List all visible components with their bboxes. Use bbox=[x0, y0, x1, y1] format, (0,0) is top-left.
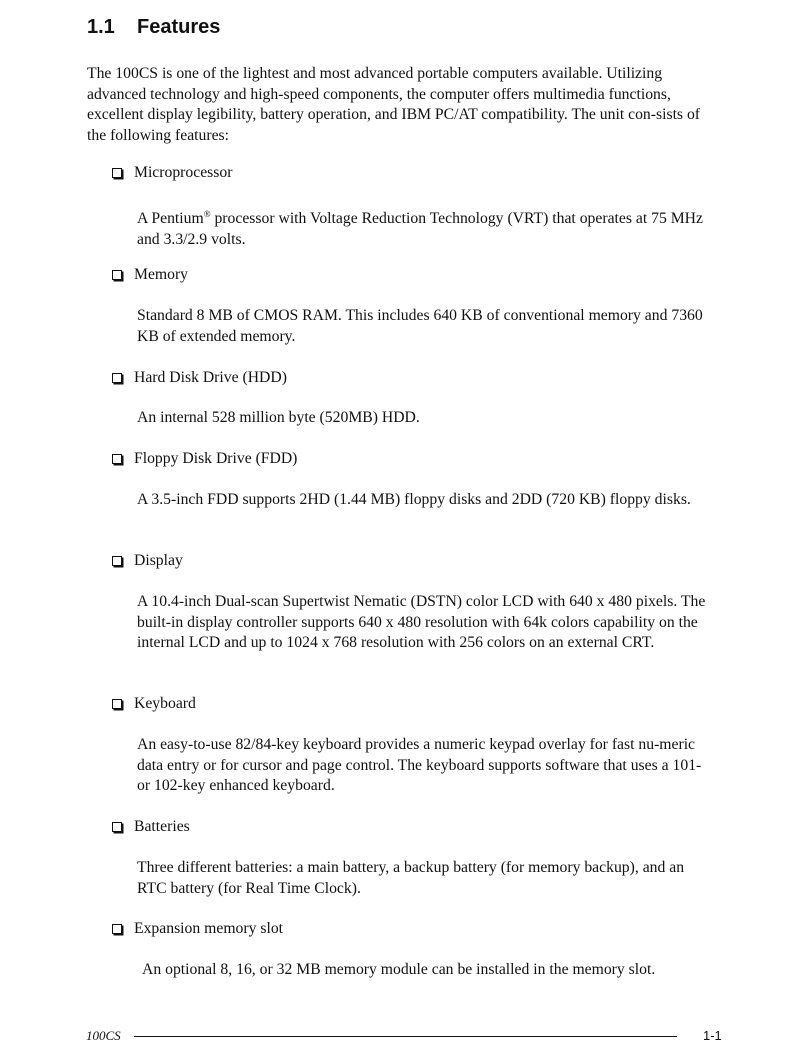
feature-desc-hdd: An internal 528 million byte (520MB) HDD. bbox=[137, 409, 420, 426]
checkbox-bullet-icon bbox=[112, 556, 122, 566]
feature-title-batteries: Batteries bbox=[112, 817, 190, 838]
feature-title-memory: Memory bbox=[112, 265, 188, 286]
footer-page-number: 1-1 bbox=[703, 1028, 722, 1043]
checkbox-bullet-icon bbox=[112, 373, 122, 383]
feature-desc-expansion-slot: An optional 8, 16, or 32 MB memory module can be installed in the memory slot. bbox=[142, 961, 656, 978]
section-title: Features bbox=[137, 16, 221, 38]
section-heading bbox=[87, 13, 220, 41]
intro-paragraph: The 100CS is one of the lightest and most advanced portable computers available. Utilizing advanced technology and high-speed components, the computer offers multimedia functions, excellent display legibility, battery operation, and IBM PC/AT compatibility. The unit con-sists of the following features: bbox=[87, 65, 701, 144]
feature-title-display: Display bbox=[112, 551, 183, 572]
feature-desc-batteries: Three different batteries: a main battery, a backup battery (for memory backup), and an RTC battery (for Real Time Clock). bbox=[137, 859, 685, 897]
checkbox-bullet-icon bbox=[112, 168, 122, 178]
feature-title-microprocessor: Microprocessor bbox=[112, 163, 232, 184]
checkbox-bullet-icon bbox=[112, 699, 122, 709]
feature-desc-microprocessor: A Pentium® processor with Voltage Reduction Technology (VRT) that operates at 75 MHz and 3.3/2.9 volts. bbox=[137, 209, 703, 248]
checkbox-bullet-icon bbox=[112, 270, 122, 280]
feature-title-keyboard: Keyboard bbox=[112, 694, 196, 715]
footer-model: 100CS bbox=[86, 1028, 121, 1043]
feature-title-expansion-slot: Expansion memory slot bbox=[112, 919, 283, 940]
footer-rule bbox=[134, 1036, 677, 1037]
section-number: 1.1 bbox=[87, 16, 115, 38]
feature-desc-fdd: A 3.5-inch FDD supports 2HD (1.44 MB) floppy disks and 2DD (720 KB) floppy disks. bbox=[137, 491, 691, 508]
checkbox-bullet-icon bbox=[112, 454, 122, 464]
feature-desc-display: A 10.4-inch Dual-scan Supertwist Nematic (DSTN) color LCD with 640 x 480 pixels. The built-in display controller supports 640 x 480 resolution with 64k colors capability on the internal LCD and up to 1024 x 768 resolution with 256 colors on an external CRT. bbox=[137, 593, 706, 651]
checkbox-bullet-icon bbox=[112, 822, 122, 832]
feature-desc-keyboard: An easy-to-use 82/84-key keyboard provides a numeric keypad overlay for fast nu-meric data entry or for cursor and page control. The keyboard supports software that uses a 101- or 102-key enhanced keyboard. bbox=[137, 736, 702, 794]
registered-mark: ® bbox=[203, 209, 211, 219]
feature-desc-memory: Standard 8 MB of CMOS RAM. This includes 640 KB of conventional memory and 7360 KB of extended memory. bbox=[137, 307, 703, 345]
feature-title-hdd: Hard Disk Drive (HDD) bbox=[112, 368, 287, 389]
checkbox-bullet-icon bbox=[112, 924, 122, 934]
feature-title-fdd: Floppy Disk Drive (FDD) bbox=[112, 449, 297, 470]
